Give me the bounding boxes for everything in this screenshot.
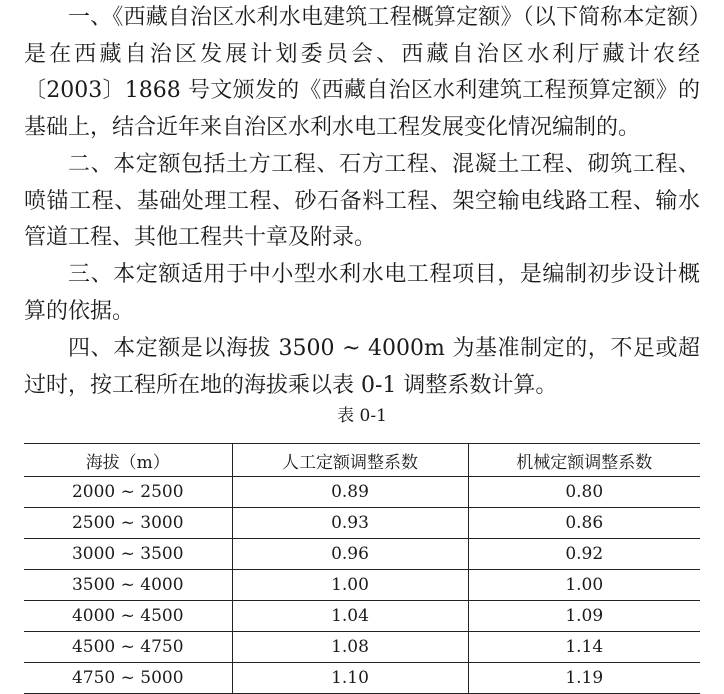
cell-machine: 1.09 [468,601,700,632]
table-row [24,477,700,508]
cell-labor: 0.89 [232,477,468,508]
cell-machine: 1.14 [468,632,700,663]
header-altitude: 海拔（m） [24,444,232,477]
cell-altitude: 4000 ~ 4500 [24,601,232,632]
table-caption: 表 0-1 [337,406,387,426]
cell-machine: 0.80 [468,477,700,508]
cell-machine: 1.19 [468,663,700,694]
paragraph-3: 三、本定额适用于中小型水利水电工程项目，是编制初步设计概算的依据。 [24,262,700,324]
cell-labor: 1.04 [232,601,468,632]
table-row [24,663,700,694]
altitude-coefficient-table [24,443,700,694]
cell-labor: 0.93 [232,508,468,539]
paragraph-2: 二、本定额包括土方工程、石方工程、混凝土工程、砌筑工程、喷锚工程、基础处理工程、砂石备料工程、架空输电线路工程、输水管道工程、其他工程共十章及附录。 [24,152,700,251]
cell-labor: 1.10 [232,663,468,694]
header-labor-coefficient: 人工定额调整系数 [232,444,468,477]
table-row [24,632,700,663]
cell-labor: 1.08 [232,632,468,663]
table-row [24,601,700,632]
cell-altitude: 3500 ~ 4000 [24,570,232,601]
table-row [24,570,700,601]
paragraph-1: 一、《西藏自治区水利水电建筑工程概算定额》（以下简称本定额）是在西藏自治区发展计划委员会、西藏自治区水利厅藏计农经〔2003〕1868 号文颁发的《西藏自治区水利建筑工程预算定额》的基础上，结合近年来自治区水利水电工程发展变化情况编制的。 [24,5,700,140]
header-machine-coefficient: 机械定额调整系数 [468,444,700,477]
cell-altitude: 4750 ~ 5000 [24,663,232,694]
paragraph-4: 四、本定额是以海拔 3500 ~ 4000m 为基准制定的，不足或超过时，按工程所在地的海拔乘以表 0-1 调整系数计算。 [24,336,700,398]
cell-altitude: 4500 ~ 4750 [24,632,232,663]
cell-labor: 1.00 [232,570,468,601]
cell-machine: 0.86 [468,508,700,539]
table-header-row [24,444,700,477]
cell-machine: 1.00 [468,570,700,601]
cell-altitude: 3000 ~ 3500 [24,539,232,570]
cell-altitude: 2000 ~ 2500 [24,477,232,508]
cell-altitude: 2500 ~ 3000 [24,508,232,539]
table-row [24,508,700,539]
cell-labor: 0.96 [232,539,468,570]
cell-machine: 0.92 [468,539,700,570]
table-row [24,539,700,570]
